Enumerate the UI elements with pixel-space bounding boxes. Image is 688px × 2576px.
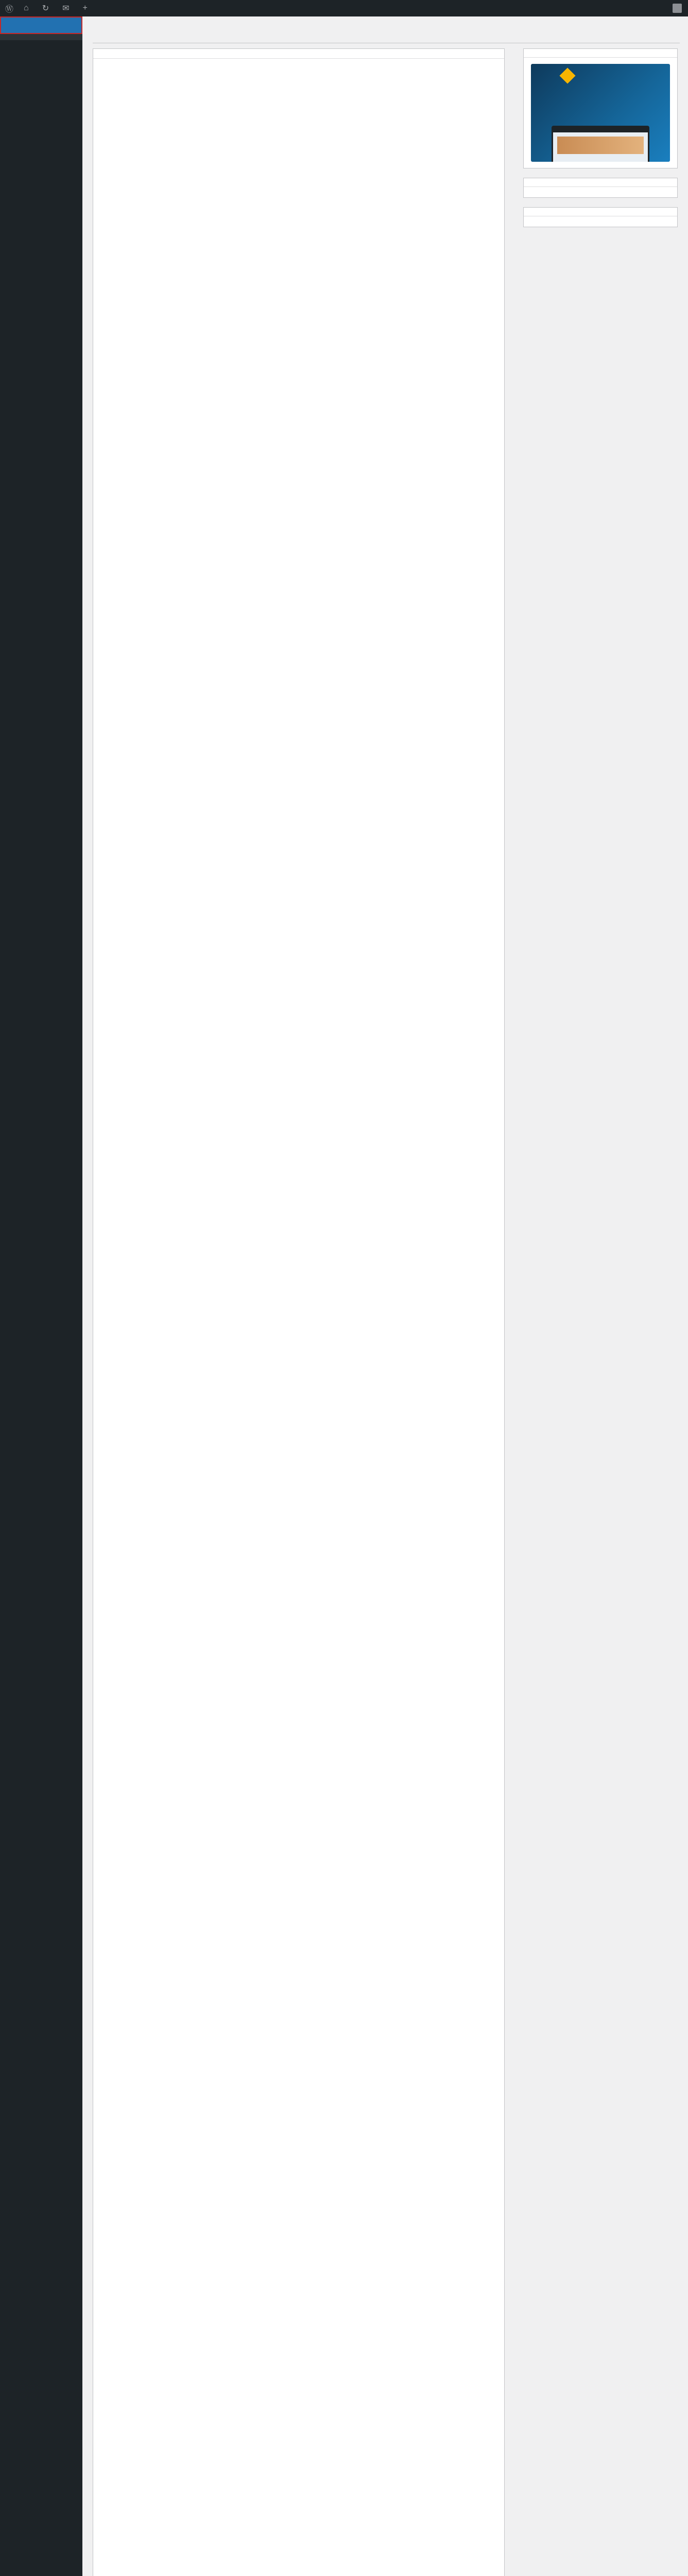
laptop-mockup-image [552,126,649,162]
shortcode-list [93,59,504,65]
box-title [524,178,677,187]
refresh-icon: ↻ [42,4,49,13]
main-content [93,16,680,2576]
wordpress-icon: Ⓦ [5,5,14,14]
site-name-menu[interactable] [19,0,37,16]
my-account-menu[interactable] [668,4,688,13]
box-title [524,208,677,216]
shortcodes-panel [93,48,505,2576]
comment-icon: ✉ [62,4,70,13]
options-tabs [93,27,680,43]
plus-icon: + [82,4,88,12]
admin-menu [0,16,82,2576]
panel-heading [93,49,504,59]
menu-item-appearance[interactable] [0,16,82,34]
appearance-submenu [0,34,82,40]
our-themes-box [523,48,678,168]
updates-menu[interactable] [37,0,57,16]
ad-logo [562,70,576,81]
forum-box [523,178,678,198]
admin-bar [0,0,688,16]
theme-ad-banner[interactable] [531,64,670,162]
box-title [524,49,677,58]
avatar [673,4,682,13]
documentation-box [523,207,678,227]
comments-menu[interactable] [57,0,77,16]
home-icon: ⌂ [24,4,29,12]
new-content-menu[interactable] [78,0,96,16]
wp-logo-menu[interactable] [0,0,19,16]
logo-mark-icon [559,67,575,83]
